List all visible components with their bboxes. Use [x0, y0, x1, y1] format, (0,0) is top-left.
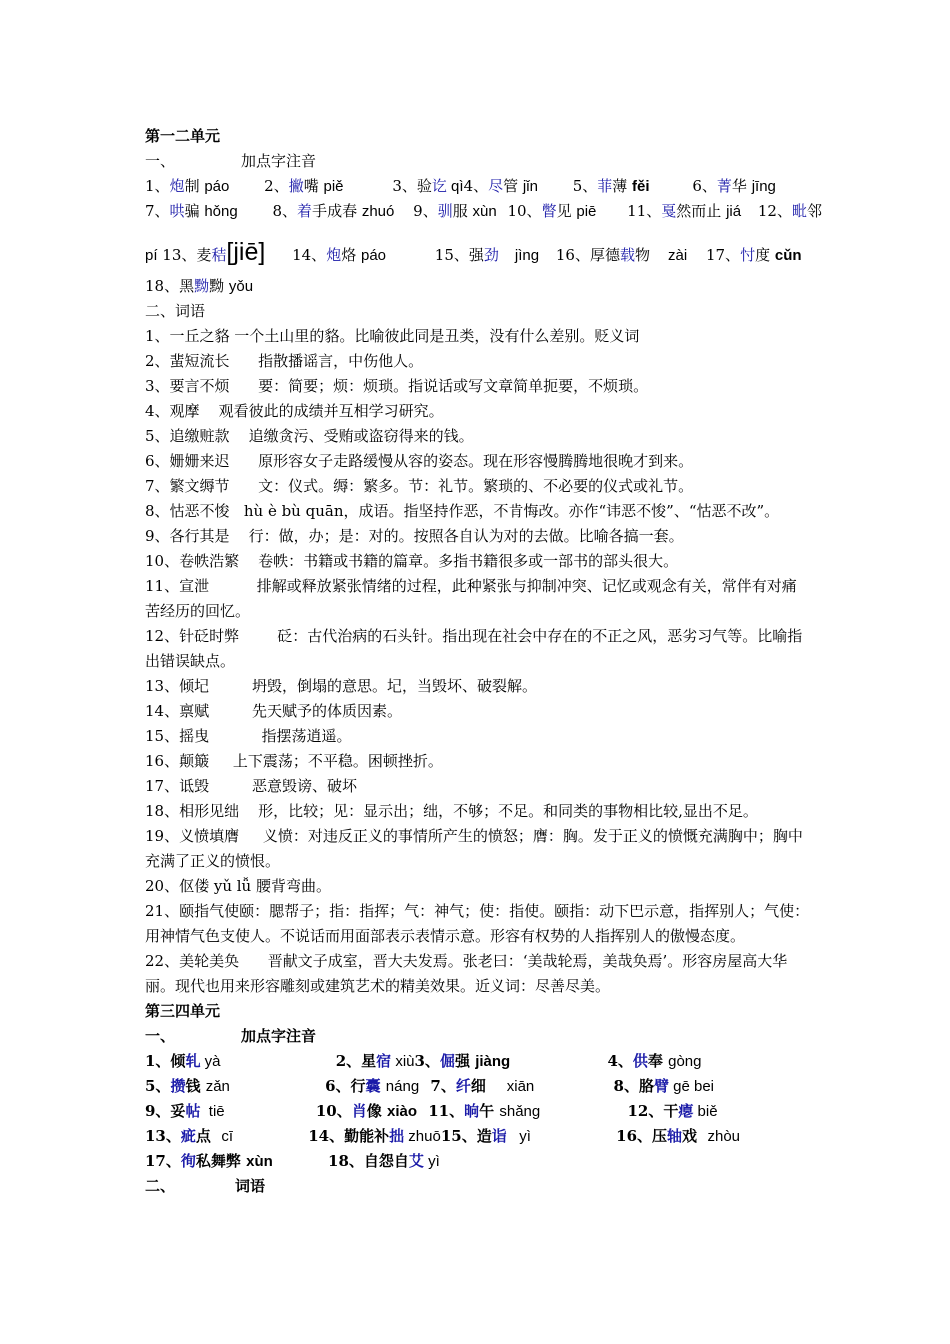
pinyin-item: 16、厚德载物 zài [555, 246, 688, 264]
vocab-item: 21、颐指气使颐：腮帮子；指：指挥；气：神气；使：指使。颐指：动下巴示意，指挥别人；气使：用神情气色支使人。不说话而用面部表示表情示意。形容有权势的人指挥别人的傲慢态度。 [145, 902, 810, 945]
pinyin-item: 11、戛然而止 jiá [627, 202, 742, 220]
vocab-item: 14、禀赋 先天赋予的体质因素。 [145, 702, 403, 720]
section-number: 一、 [145, 1027, 176, 1045]
pinyin-item: 13、麦秸[jiē] [162, 238, 266, 266]
vocab-item: 8、怙恶不悛 hù è bù quān，成语。指坚持作恶，不肯悔改。亦作“讳恶不悛”、“怙恶不改”。 [145, 502, 780, 520]
pinyin-item: 15、强劲 jìng [434, 246, 540, 264]
pinyin-item: 17、徇私舞弊 xùn [145, 1152, 273, 1170]
pinyin-item: 4、供奉 gòng [607, 1052, 702, 1070]
pinyin-row [145, 199, 822, 224]
pinyin-item: 6、行囊 náng [325, 1077, 420, 1095]
pinyin-row [145, 1074, 810, 1099]
document-page [145, 124, 822, 1199]
pinyin-item: 7、纤细 xiān [430, 1077, 535, 1095]
pinyin-row [145, 224, 810, 274]
vocab-item: 4、观摩 观看彼此的成绩并互相学习研究。 [145, 402, 444, 420]
vocab-item: 17、诋毁 恶意毁谤、破坏 [145, 777, 358, 795]
vocab-item: 15、摇曳 指摆荡逍遥。 [145, 727, 352, 745]
pinyin-item: 5、攒钱 zǎn [145, 1077, 230, 1095]
section-heading [145, 1174, 810, 1199]
pinyin-item: 12、毗邻 [757, 202, 822, 220]
section-number: 二、 [145, 1177, 176, 1195]
vocab-item: 10、卷帙浩繁 卷帙：书籍或书籍的篇章。多指书籍很多或一部书的部头很大。 [145, 552, 679, 570]
pinyin-row [145, 274, 810, 299]
pinyin-item: 10、瞥见 piē [507, 202, 597, 220]
pinyin-item: 12、干瘪 biě [627, 1102, 718, 1120]
vocab-item: 13、倾圮 坍毁，倒塌的意思。圮，当毁坏、破裂解。 [145, 677, 538, 695]
pinyin-item: 8、着手成春 zhuó [272, 202, 395, 220]
pinyin-item: 2、撇嘴 piě [264, 177, 344, 195]
pinyin-row [145, 1149, 810, 1174]
pinyin-item: 2、星宿 xiù3、倔强 jiàng [335, 1052, 511, 1070]
vocab-item: 11、宣泄 排解或释放紧张情绪的过程，此种紧张与抑制冲突、记忆或观念有关，常伴有对痛苦经历的回忆。 [145, 577, 797, 620]
section-title: 词语 [235, 1177, 266, 1195]
section-title: 词语 [175, 302, 206, 320]
pinyin-item: 9、妥帖 tiē [145, 1102, 225, 1120]
section-heading [145, 299, 810, 324]
section-title: 加点字注音 [241, 1027, 317, 1045]
vocab-item: 7、繁文缛节 文：仪式。缛：繁多。节：礼节。繁琐的、不必要的仪式或礼节。 [145, 477, 694, 495]
vocab-item: 20、伛偻 yǔ lǚ 腰背弯曲。 [145, 877, 331, 895]
vocab-item: 22、美轮美奂 晋献文子成室，晋大夫发焉。张老曰：‘美哉轮焉，美哉奂焉’。形容房屋高大华丽。现代也用来形容雕刻或建筑艺术的精美效果。近义词：尽善尽美。 [145, 952, 788, 995]
pinyin-item: 17、忖度 cǔn [705, 246, 802, 264]
pinyin-row [145, 1124, 810, 1149]
pinyin-item: pí [145, 247, 158, 264]
unit-heading-1-2: 第一二单元 [145, 127, 221, 145]
pinyin-item: 1、倾轧 yà [145, 1052, 221, 1070]
section-heading [145, 149, 810, 174]
section-number: 二、 [145, 302, 176, 320]
vocab-item: 18、相形见绌 形，比较；见：显示出；绌，不够；不足。和同类的事物相比较,显出不足。 [145, 802, 758, 820]
vocab-item: 2、蜚短流长 指散播谣言，中伤他人。 [145, 352, 424, 370]
vocab-item: 5、追缴赃款 追缴贪污、受贿或盗窃得来的钱。 [145, 427, 474, 445]
pinyin-item: 8、胳臂 gē bei [613, 1077, 715, 1095]
unit-heading-3-4: 第三四单元 [145, 1002, 221, 1020]
pinyin-item: 7、哄骗 hǒng [145, 202, 238, 220]
vocab-item: 3、要言不烦 要：简要；烦：烦琐。指说话或写文章简单扼要，不烦琐。 [145, 377, 649, 395]
pinyin-item: 1、炮制 páo [145, 177, 230, 195]
pinyin-row [145, 174, 810, 199]
pinyin-item: 14、炮烙 páo [292, 246, 387, 264]
section-number: 一、 [145, 152, 176, 170]
pinyin-item: 11、晌午 shǎng [428, 1102, 541, 1120]
pinyin-item: 9、驯服 xùn [413, 202, 497, 220]
pinyin-item: 5、菲薄 fěi [572, 177, 650, 195]
pinyin-item: 18、黑黝黝 yǒu [145, 277, 254, 295]
pinyin-row [145, 1099, 810, 1124]
pinyin-item: 18、自怨自艾 yì [328, 1152, 440, 1170]
pinyin-item: 16、压轴戏 zhòu [616, 1127, 741, 1145]
section-title: 加点字注音 [241, 152, 317, 170]
pinyin-item: 10、肖像 xiào [315, 1102, 418, 1120]
vocab-item: 6、姗姗来迟 原形容女子走路缓慢从容的姿态。现在形容慢腾腾地很晚才到来。 [145, 452, 694, 470]
pinyin-item: 6、菁华 jīng [692, 177, 776, 195]
pinyin-item: 14、勤能补拙 zhuō15、造诣 yì [308, 1127, 531, 1145]
section-heading [145, 1024, 810, 1049]
vocab-item: 16、颠簸 上下震荡；不平稳。困顿挫折。 [145, 752, 443, 770]
pinyin-item: 3、验讫 qì4、尽管 jǐn [392, 177, 538, 195]
pinyin-item: 13、疵点 cī [145, 1127, 234, 1145]
pinyin-row [145, 1049, 810, 1074]
vocab-item: 12、针砭时弊 砭：古代治病的石头针。指出现在社会中存在的不正之风，恶劣习气等。比喻指出错误缺点。 [145, 627, 803, 670]
vocab-item: 9、各行其是 行：做，办；是：对的。按照各自认为对的去做。比喻各搞一套。 [145, 527, 684, 545]
vocab-item: 19、义愤填膺 义愤：对违反正义的事情所产生的愤怒；膺：胸。发于正义的愤慨充满胸中；胸中充满了正义的愤恨。 [145, 827, 803, 870]
vocab-item: 1、一丘之貉 一个土山里的貉。比喻彼此同是丑类，没有什么差别。贬义词 [145, 327, 640, 345]
